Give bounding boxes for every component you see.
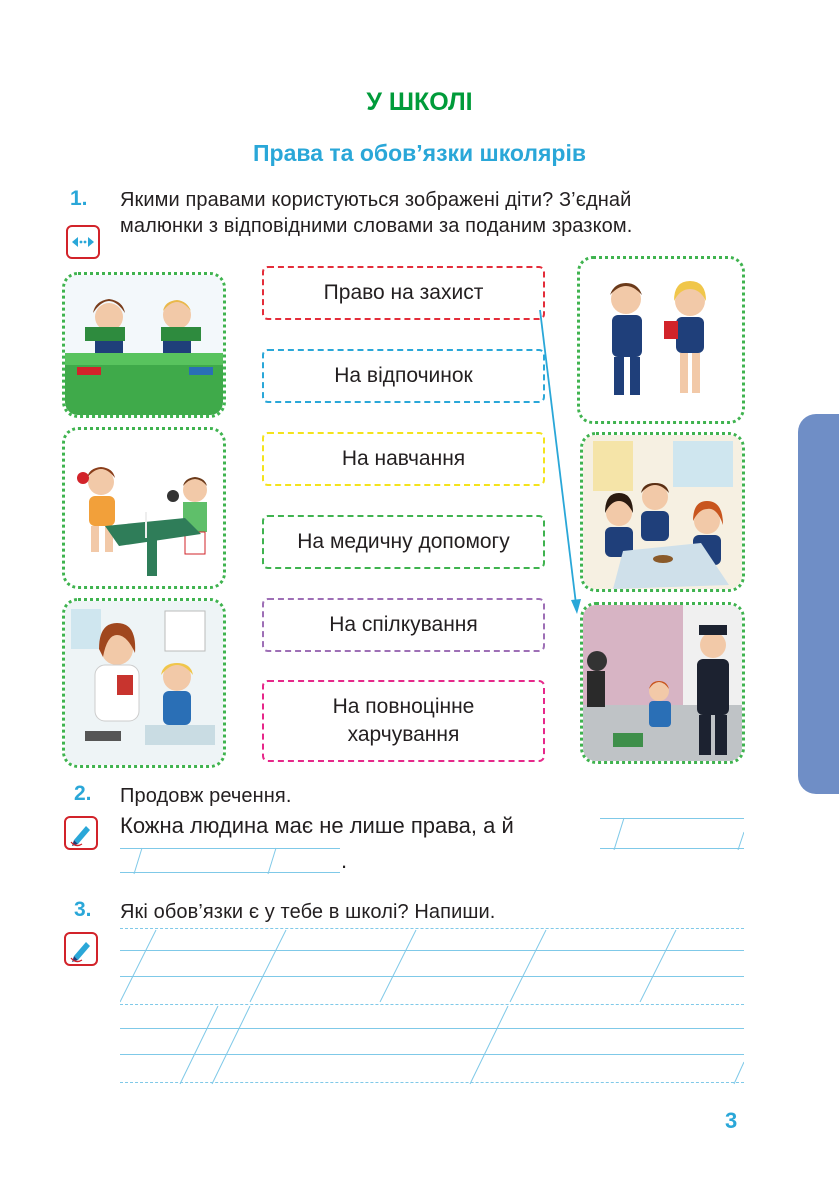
word-card-label: харчування <box>347 723 460 746</box>
task-2-prompt: Продовж речення. <box>120 785 292 807</box>
example-connection-arrow <box>530 300 590 620</box>
task-2-number: 2. <box>74 782 92 805</box>
task-2-answer-field-1[interactable] <box>600 816 744 850</box>
word-card-label: На повноцінне <box>332 695 475 718</box>
connect-arrows-icon <box>66 225 100 259</box>
section-title: У ШКОЛІ <box>366 88 473 116</box>
pencil-icon <box>64 932 98 966</box>
word-card-medical-care[interactable] <box>262 515 545 569</box>
task-3-answer-area[interactable] <box>120 928 744 1086</box>
word-card-nutrition[interactable] <box>262 680 545 762</box>
police-protection-picture <box>580 602 745 764</box>
task-3-number: 3. <box>74 898 92 921</box>
page-subtitle: Права та обов’язки школярів <box>252 140 587 166</box>
word-card-protection[interactable] <box>262 266 545 320</box>
word-card-education[interactable] <box>262 432 545 486</box>
word-card-label: На відпочинок <box>334 364 473 387</box>
word-card-rest[interactable] <box>262 349 545 403</box>
task-2-answer-field-2[interactable] <box>120 846 340 876</box>
word-card-label: Право на захист <box>323 281 484 304</box>
task-2-sentence: Кожна людина має не лише права, а й <box>120 813 514 838</box>
pencil-icon <box>64 816 98 850</box>
classroom-desk-picture <box>62 272 226 418</box>
task-1-line-2: малюнки з відповідними словами за поданим зразком. <box>120 215 633 237</box>
children-talking-picture <box>577 256 745 424</box>
task-1-line-1: Якими правами користуються зображені діти? З’єднай <box>120 189 632 211</box>
word-card-label: На навчання <box>341 447 466 470</box>
task-1-number: 1. <box>70 187 88 210</box>
doctor-visit-picture <box>62 598 226 768</box>
word-card-label: На медичну допомогу <box>297 530 510 553</box>
word-card-communication[interactable] <box>262 598 545 652</box>
task-2-end-mark: . <box>341 848 348 873</box>
section-tab <box>798 414 839 794</box>
word-card-label: На спілкування <box>329 613 478 636</box>
page-number: 3 <box>725 1108 738 1133</box>
task-3-prompt: Які обов’язки є у тебе в школі? Напиши. <box>120 901 496 923</box>
table-tennis-picture <box>62 427 226 589</box>
school-lunch-picture <box>580 432 745 592</box>
